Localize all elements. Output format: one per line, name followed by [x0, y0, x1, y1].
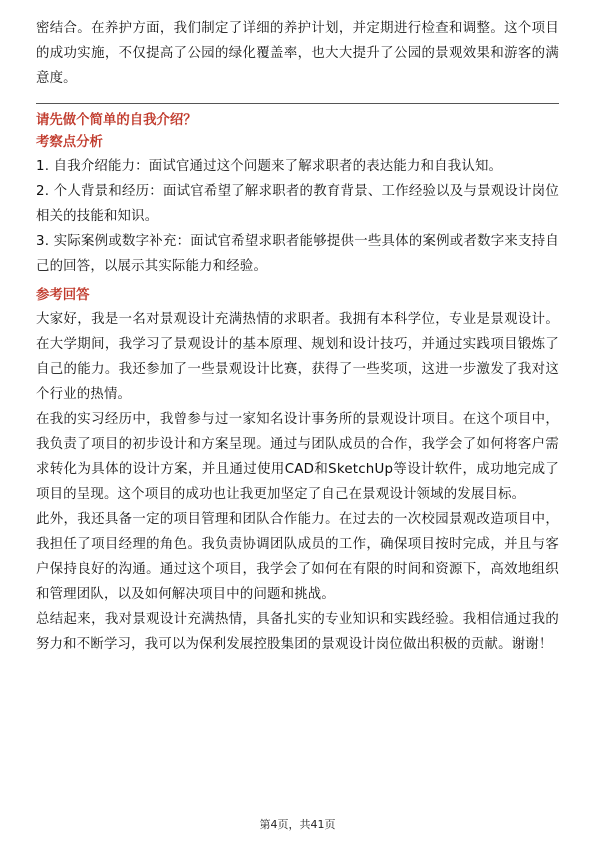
- answer-paragraph: 大家好，我是一名对景观设计充满热情的求职者。我拥有本科学位，专业是景观设计。在大学期间，我学习了景观设计的基本原理、规划和设计技巧，并通过实践项目锻炼了自己的能力。我还参加了一些景观设计比赛，获得了一些奖项，这进一步激发了我对这个行业的热情。: [36, 312, 559, 402]
- section-divider: [36, 103, 559, 104]
- answer-body: [36, 307, 559, 657]
- page-content: [36, 16, 559, 657]
- analysis-item: 2. 个人背景和经历：面试官希望了解求职者的教育背景、工作经验以及与景观设计岗位相关的技能和知识。: [36, 184, 559, 224]
- analysis-item: 3. 实际案例或数字补充：面试官希望求职者能够提供一些具体的案例或者数字来支持自己的回答，以展示其实际能力和经验。: [36, 234, 559, 274]
- interview-question: 请先做个简单的自我介绍？: [36, 113, 197, 128]
- answer-heading: 参考回答: [36, 288, 90, 303]
- page-number: 第4页，共41页: [259, 818, 336, 831]
- intro-paragraph: 密结合。在养护方面，我们制定了详细的养护计划，并定期进行检查和调整。这个项目的成功实施，不仅提高了公园的绿化覆盖率，也大大提升了公园的景观效果和游客的满意度。: [36, 21, 559, 86]
- answer-paragraph: 此外，我还具备一定的项目管理和团队合作能力。在过去的一次校园景观改造项目中，我担任了项目经理的角色。我负责协调团队成员的工作，确保项目按时完成，并且与客户保持良好的沟通。通过这个项目，我学会了如何在有限的时间和资源下，高效地组织和管理团队，以及如何解决项目中的问题和挑战。: [36, 512, 559, 602]
- analysis-item: 1. 自我介绍能力：面试官通过这个问题来了解求职者的表达能力和自我认知。: [36, 159, 503, 174]
- answer-paragraph: 总结起来，我对景观设计充满热情，具备扎实的专业知识和实践经验。我相信通过我的努力和不断学习，我可以为保利发展控股集团的景观设计岗位做出积极的贡献。谢谢！: [36, 612, 559, 652]
- analysis-list: [36, 154, 559, 279]
- answer-paragraph: 在我的实习经历中，我曾参与过一家知名设计事务所的景观设计项目。在这个项目中，我负责了项目的初步设计和方案呈现。通过与团队成员的合作，我学会了如何将客户需求转化为具体的设计方案，并且通过使用CAD和SketchUp等设计软件，成功地完成了项目的呈现。这个项目的成功也让我更加坚定了自己在景观设计领域的发展目标。: [36, 412, 559, 502]
- analysis-heading: 考察点分析: [36, 135, 103, 150]
- page-footer: [0, 816, 595, 832]
